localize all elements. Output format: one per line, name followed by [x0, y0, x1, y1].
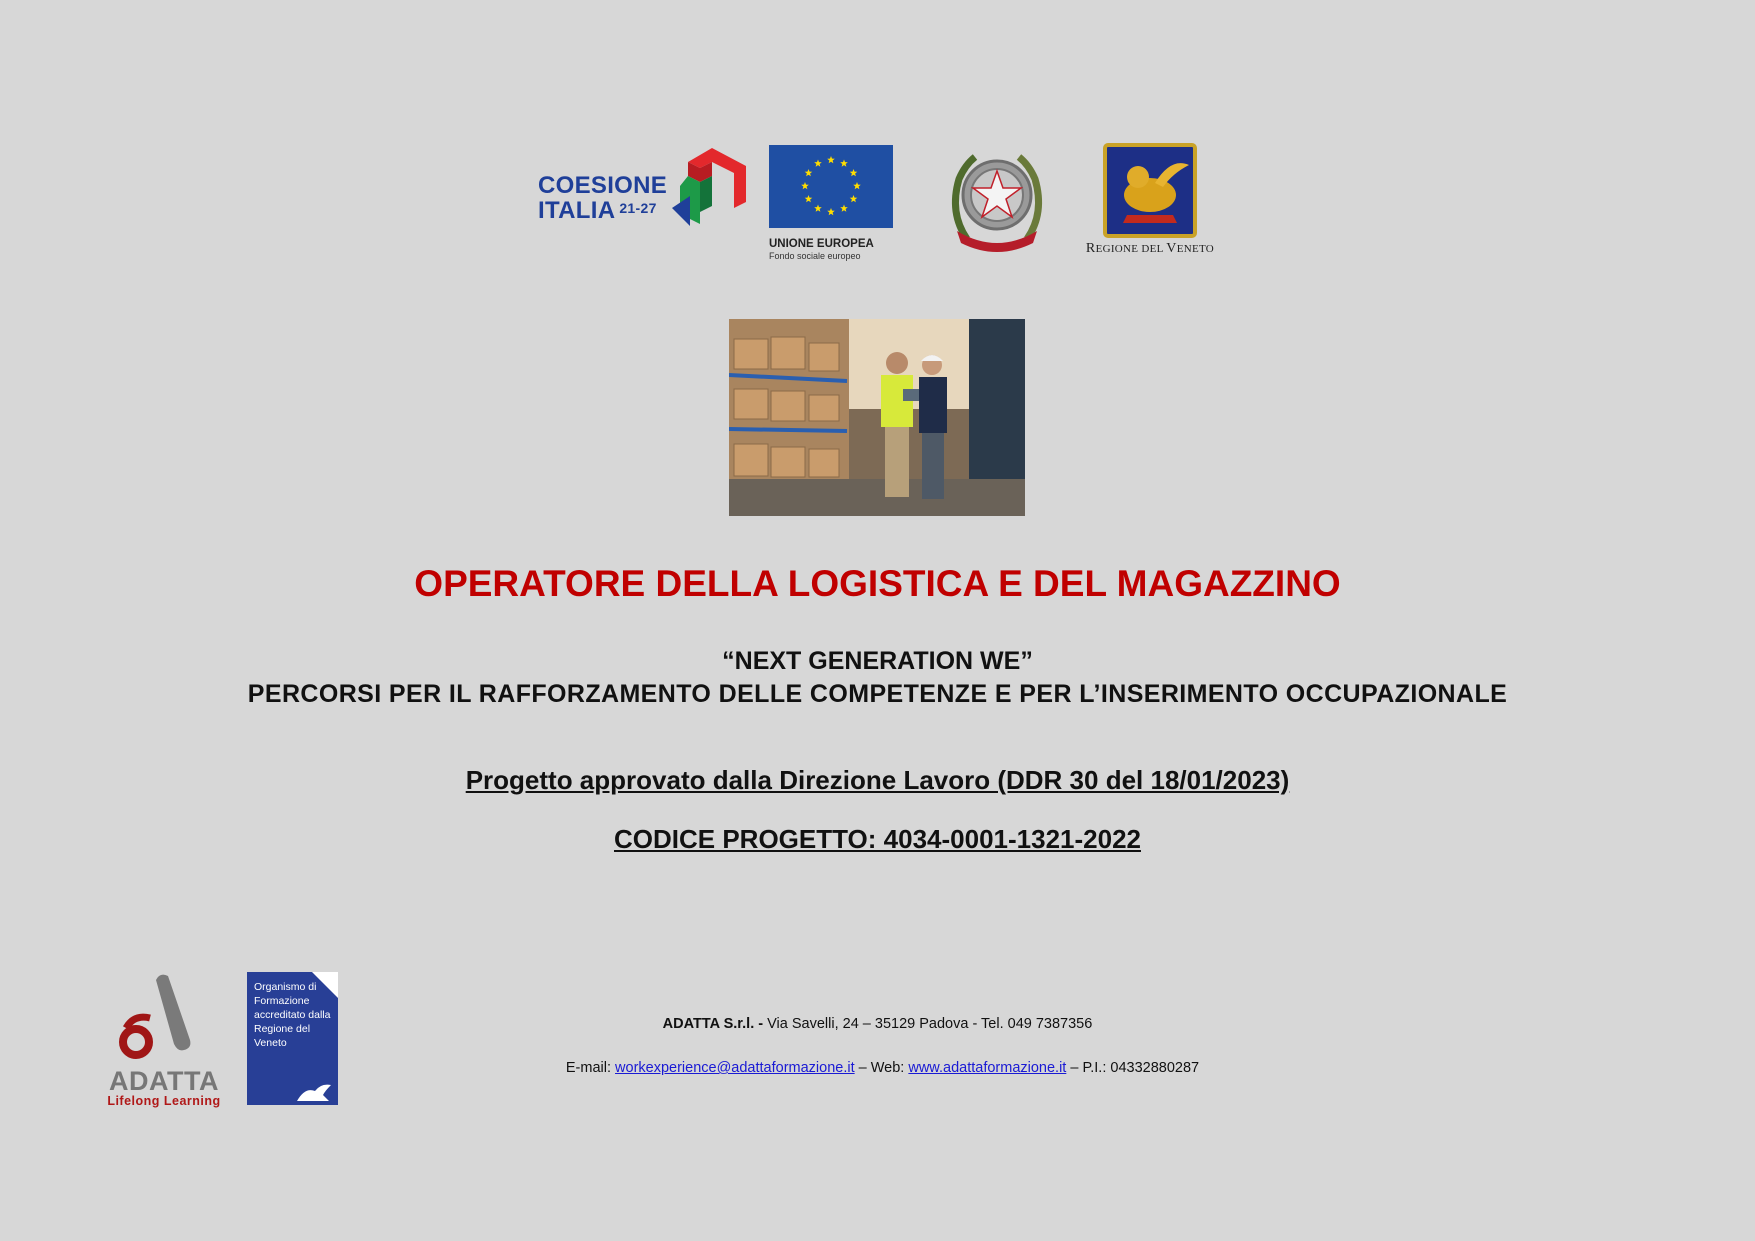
website-link[interactable]: www.adattaformazione.it: [908, 1060, 1067, 1076]
vat-number: – P.I.: 04332880287: [1066, 1060, 1200, 1076]
company-name: ADATTA S.r.l. -: [662, 1016, 764, 1032]
contact-address: [0, 1016, 1755, 1032]
regione-veneto-logo: [1081, 143, 1219, 261]
company-address: Via Savelli, 24 – 35129 Padova - Tel. 049 7387356: [763, 1016, 1093, 1032]
approval-note: Progetto approvato dalla Direzione Lavoro (DDR 30 del 18/01/2023): [465, 765, 1290, 795]
project-code: CODICE PROGETTO: 4034-0001-1321-2022: [614, 824, 1141, 854]
accreditation-text: Organismo di Formazione accreditato dalla Regione del Veneto: [254, 981, 331, 1049]
eu-flag-icon: [769, 145, 893, 228]
eu-star: [801, 182, 809, 189]
email-label: E-mail:: [565, 1060, 616, 1076]
eu-star: [805, 169, 813, 176]
italian-emblem-icon: [945, 143, 1049, 255]
veneto-label: REGIONE DEL VENETO: [1085, 241, 1215, 256]
eu-star: [840, 159, 848, 166]
coesione-cube-icon: [672, 146, 752, 230]
program-name: “NEXT GENERATION WE”: [722, 647, 1033, 675]
eu-star: [850, 195, 858, 202]
warehouse-photo: [729, 319, 1025, 516]
coesione-years: 21-27: [619, 200, 657, 216]
unione-europea-logo: [769, 145, 893, 261]
adatta-logo: [98, 970, 230, 1108]
eu-subtitle: Fondo sociale europeo: [769, 251, 861, 261]
program-description: PERCORSI PER IL RAFFORZAMENTO DELLE COMPETENZE E PER L’INSERIMENTO OCCUPAZIONALE: [247, 680, 1508, 708]
repubblica-italiana-emblem: [945, 143, 1049, 255]
eu-title: UNIONE EUROPEA: [769, 238, 874, 250]
coesione-text: [538, 174, 667, 222]
eu-star: [805, 195, 813, 202]
coesione-line1: COESIONE: [538, 172, 668, 199]
lion-of-saint-mark-icon: [1103, 143, 1197, 238]
web-label: – Web:: [854, 1060, 909, 1076]
coesione-italia-logo: [536, 144, 752, 234]
accreditation-badge: [247, 972, 338, 1105]
eu-star: [814, 205, 822, 212]
eu-star: [827, 208, 835, 215]
course-title: OPERATORE DELLA LOGISTICA E DEL MAGAZZINO: [414, 563, 1341, 604]
contact-links: [0, 1060, 1755, 1076]
eu-star: [840, 205, 848, 212]
eu-star: [853, 182, 861, 189]
lion-icon: [295, 1081, 335, 1103]
eu-star: [814, 159, 822, 166]
adatta-name: ADATTA: [109, 1066, 219, 1096]
adatta-tagline: Lifelong Learning: [107, 1094, 221, 1108]
coesione-line2: ITALIA: [538, 197, 616, 224]
email-link[interactable]: workexperience@adattaformazione.it: [615, 1060, 855, 1076]
eu-star: [850, 169, 858, 176]
eu-star: [827, 156, 835, 163]
